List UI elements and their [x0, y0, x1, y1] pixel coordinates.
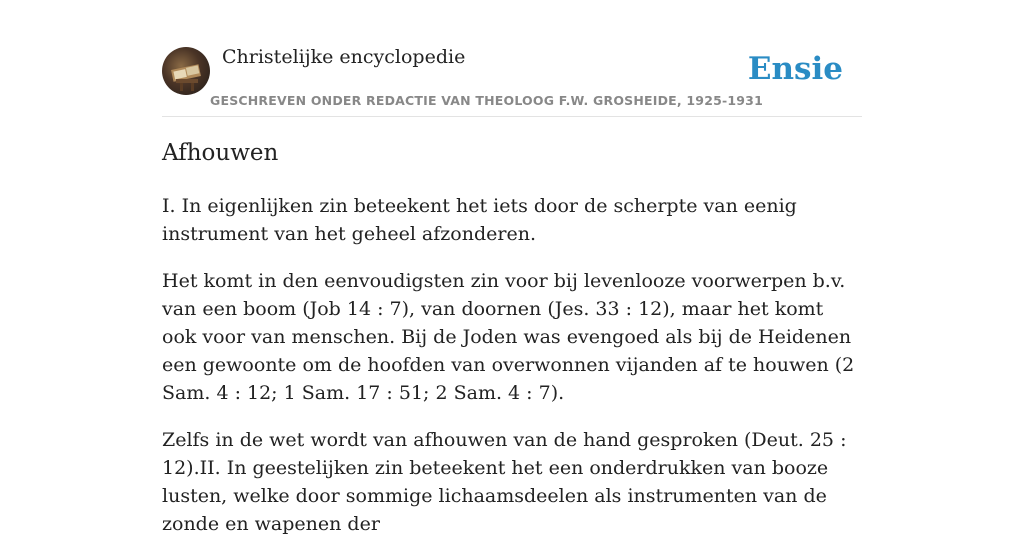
- article-title: Afhouwen: [162, 140, 279, 166]
- site-subtitle: GESCHREVEN ONDER REDACTIE VAN THEOLOOG F.W. GROSHEIDE, 1925-1931: [210, 93, 763, 108]
- brand-logo-link[interactable]: Ensie: [747, 51, 843, 87]
- page-container: [162, 0, 862, 535]
- article-paragraph: Het komt in den eenvoudigsten zin voor bij levenlooze voorwerpen b.v. van een boom (Job 14 : 7), van doornen (Jes. 33 : 12), maar het komt ook voor van menschen. Bij de Joden was evengoed als bij de Heidenen een gewoonte om de hoofden van overwonnen vijanden af te houwen (2 Sam. 4 : 12; 1 Sam. 17 : 51; 2 Sam. 4 : 7).: [162, 270, 855, 404]
- article-paragraph: Zelfs in de wet wordt van afhouwen van de hand gesproken (Deut. 25 : 12).II. In geestelijken zin beteekent het een onderdrukken van booze lusten, welke door sommige lichaamsdeelen als instrumenten van de zonde en wapenen der: [162, 429, 847, 535]
- article-body: [162, 192, 862, 557]
- site-header: [162, 0, 862, 117]
- site-title[interactable]: Christelijke encyclopedie: [222, 46, 466, 68]
- article-paragraph: I. In eigenlijken zin beteekent het iets door de scherpte van eenig instrument van het geheel afzonderen.: [162, 195, 797, 245]
- book-stand-icon[interactable]: [162, 47, 210, 95]
